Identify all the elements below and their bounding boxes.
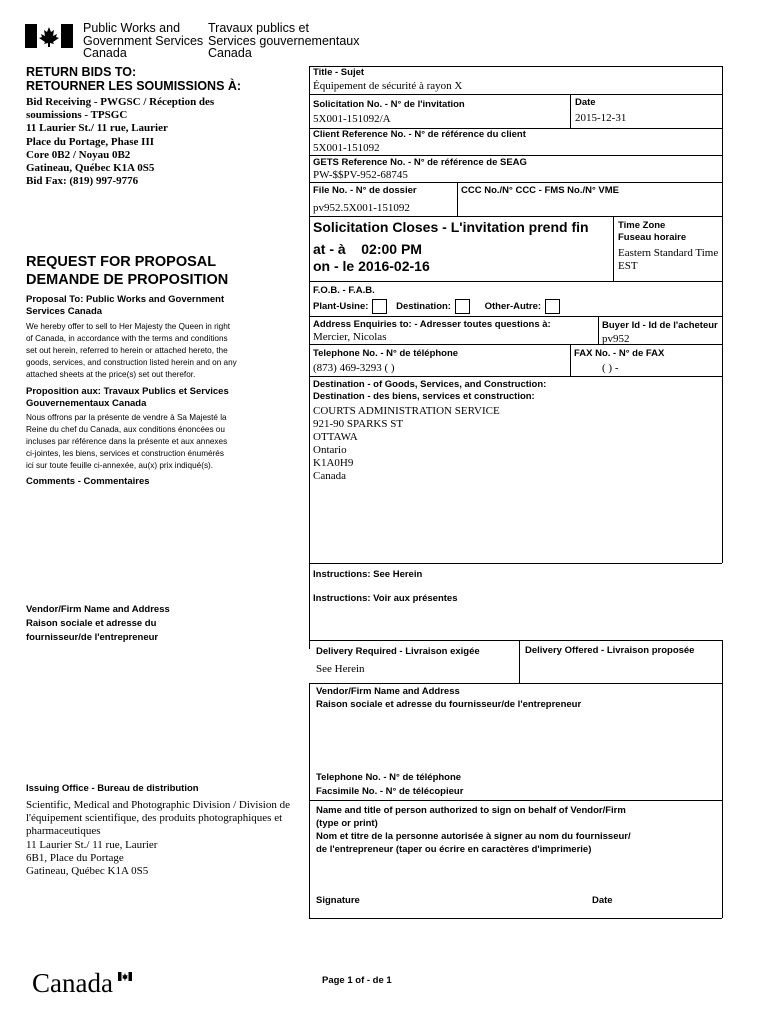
buyer-id-label: Buyer Id - Id de l'acheteur — [602, 320, 718, 331]
instructions-en: Instructions: See Herein — [313, 569, 423, 580]
solicitation-no-label: Solicitation No. - N° de l'invitation — [313, 99, 465, 110]
wordmark-flag-icon — [118, 968, 132, 977]
delivery-offered-label: Delivery Offered - Livraison proposée — [525, 645, 695, 656]
telephone-label: Telephone No. - N° de téléphone — [313, 348, 459, 359]
proposal-to-title: Proposal To: Public Works and Government Services Canada — [26, 294, 225, 317]
plant-checkbox[interactable] — [372, 299, 387, 314]
vendor-box-label: Vendor/Firm Name and Address Raison sociale et adresse du fournisseur/de l'entrepreneur — [316, 686, 582, 710]
time-zone-value: Eastern Standard Time EST — [618, 247, 719, 272]
return-bids-address: Bid Receiving - PWGSC / Réception des soumissions - TPSGC 11 Laurier St./ 11 rue, Laurier Place du Portage, Phase III Core 0B2 / Noyau 0B2 Gatineau, Québec K1A 0S5 Bid Fax: (819) 997-9776 — [26, 96, 215, 188]
title-label: Title - Sujet — [313, 67, 365, 78]
gets-ref-label: GETS Reference No. - N° de référence de SEAG — [313, 157, 527, 168]
fob-options: Plant-Usine: Destination: Other-Autre: — [313, 299, 560, 314]
closing-at-row: at - à 02:00 PM — [313, 241, 422, 257]
instructions-fr: Instructions: Voir aux présentes — [313, 593, 458, 604]
fax-label: FAX No. - N° de FAX — [574, 348, 665, 359]
destination-goods-label: Destination - of Goods, Services, and Construction: Destination - des biens, services et construction: — [313, 379, 547, 402]
dept-name-en: Public Works and Government Services Canada — [83, 21, 204, 60]
proposition-aux-title: Proposition aux: Travaux Publics et Services Gouvernementaux Canada — [26, 386, 229, 409]
client-ref-value: 5X001-151092 — [313, 142, 380, 154]
phone-fax-label: Telephone No. - N° de téléphone Facsimile No. - N° de télécopieur — [316, 772, 464, 797]
ccc-no-label: CCC No./N° CCC - FMS No./N° VME — [461, 185, 620, 196]
address-enquiries-label: Address Enquiries to: - Adresser toutes questions à: — [313, 319, 551, 330]
fob-label: F.O.B. - F.A.B. — [313, 285, 375, 296]
title-value: Équipement de sécurité à rayon X — [313, 80, 463, 92]
issuing-office-address: Scientific, Medical and Photographic Division / Division de l'équipement scientifique, des produits photographiques et pharmaceutiques 11 Laurier St./ 11 rue, Laurier 6B1, Place du Portage Gatineau, Québec K1A 0S5 — [26, 799, 290, 878]
delivery-required-value: See Herein — [316, 663, 365, 675]
date-label: Date — [575, 97, 596, 108]
solicitation-closes-title: Solicitation Closes - L'invitation prend fin — [313, 219, 589, 235]
page-number: Page 1 of - de 1 — [322, 975, 392, 986]
dept-name-fr: Travaux publics et Services gouvernementaux Canada — [208, 21, 360, 60]
closing-time-value: 02:00 PM — [361, 241, 422, 257]
file-no-value: pv952.5X001-151092 — [313, 202, 410, 214]
file-no-label: File No. - N° de dossier — [313, 185, 417, 196]
return-bids-title: RETURN BIDS TO: RETOURNER LES SOUMISSIONS À: — [26, 65, 242, 93]
telephone-value: (873) 469-3293 ( ) — [313, 362, 395, 374]
closing-date-value: 2016-02-16 — [358, 258, 430, 274]
rfp-heading: REQUEST FOR PROPOSAL DEMANDE DE PROPOSITION — [26, 254, 229, 288]
government-flag-logo — [25, 24, 73, 48]
authorized-person-label: Name and title of person authorized to sign on behalf of Vendor/Firm (type or print) Nom et titre de la personne autorisée à signer au nom du fournisseur/ de l'entrepreneur (taper ou écrire en caractères d'imprimerie) — [316, 805, 631, 855]
destination-goods-value: COURTS ADMINISTRATION SERVICE 921-90 SPARKS ST OTTAWA Ontario K1A0H9 Canada — [313, 405, 500, 482]
date-value: 2015-12-31 — [575, 112, 627, 124]
issuing-office-label: Issuing Office - Bureau de distribution — [26, 783, 199, 794]
address-enquiries-value: Mercier, Nicolas — [313, 331, 387, 343]
delivery-required-label: Delivery Required - Livraison exigée — [316, 646, 480, 657]
other-checkbox[interactable] — [545, 299, 560, 314]
client-ref-label: Client Reference No. - N° de référence du client — [313, 129, 526, 140]
vendor-name-address-label: Vendor/Firm Name and Address Raison sociale et adresse du fournisseur/de l'entrepreneur — [26, 604, 170, 643]
signature-date-label: Date — [592, 895, 613, 906]
fax-value: ( ) - — [602, 362, 619, 374]
gets-ref-value: PW-$$PV-952-68745 — [313, 169, 408, 181]
proposal-to-body: We hereby offer to sell to Her Majesty the Queen in right of Canada, in accordance with the terms and conditions set out herein, referred to herein or attached hereto, the goods, services, and construction listed herein and on any attached sheets at the price(s) set out therefor. — [26, 322, 237, 379]
comments-label: Comments - Commentaires — [26, 476, 150, 487]
time-zone-label: Time Zone Fuseau horaire — [618, 220, 687, 243]
closing-on-row: on - le 2016-02-16 — [313, 258, 430, 274]
solicitation-no-value: 5X001-151092/A — [313, 113, 391, 125]
proposition-aux-body: Nous offrons par la présente de vendre à Sa Majesté la Reine du chef du Canada, aux conditions énoncées ou incluses par référence dans la présente et aux annexes ci-jointes, les biens, services et construction énumérés ici sur toute feuille ci-annexée, au(x) prix indiqué(s). — [26, 413, 228, 470]
buyer-id-value: pv952 — [602, 333, 630, 345]
signature-label: Signature — [316, 895, 360, 906]
destination-checkbox[interactable] — [455, 299, 470, 314]
canada-wordmark: Canada — [32, 968, 113, 998]
